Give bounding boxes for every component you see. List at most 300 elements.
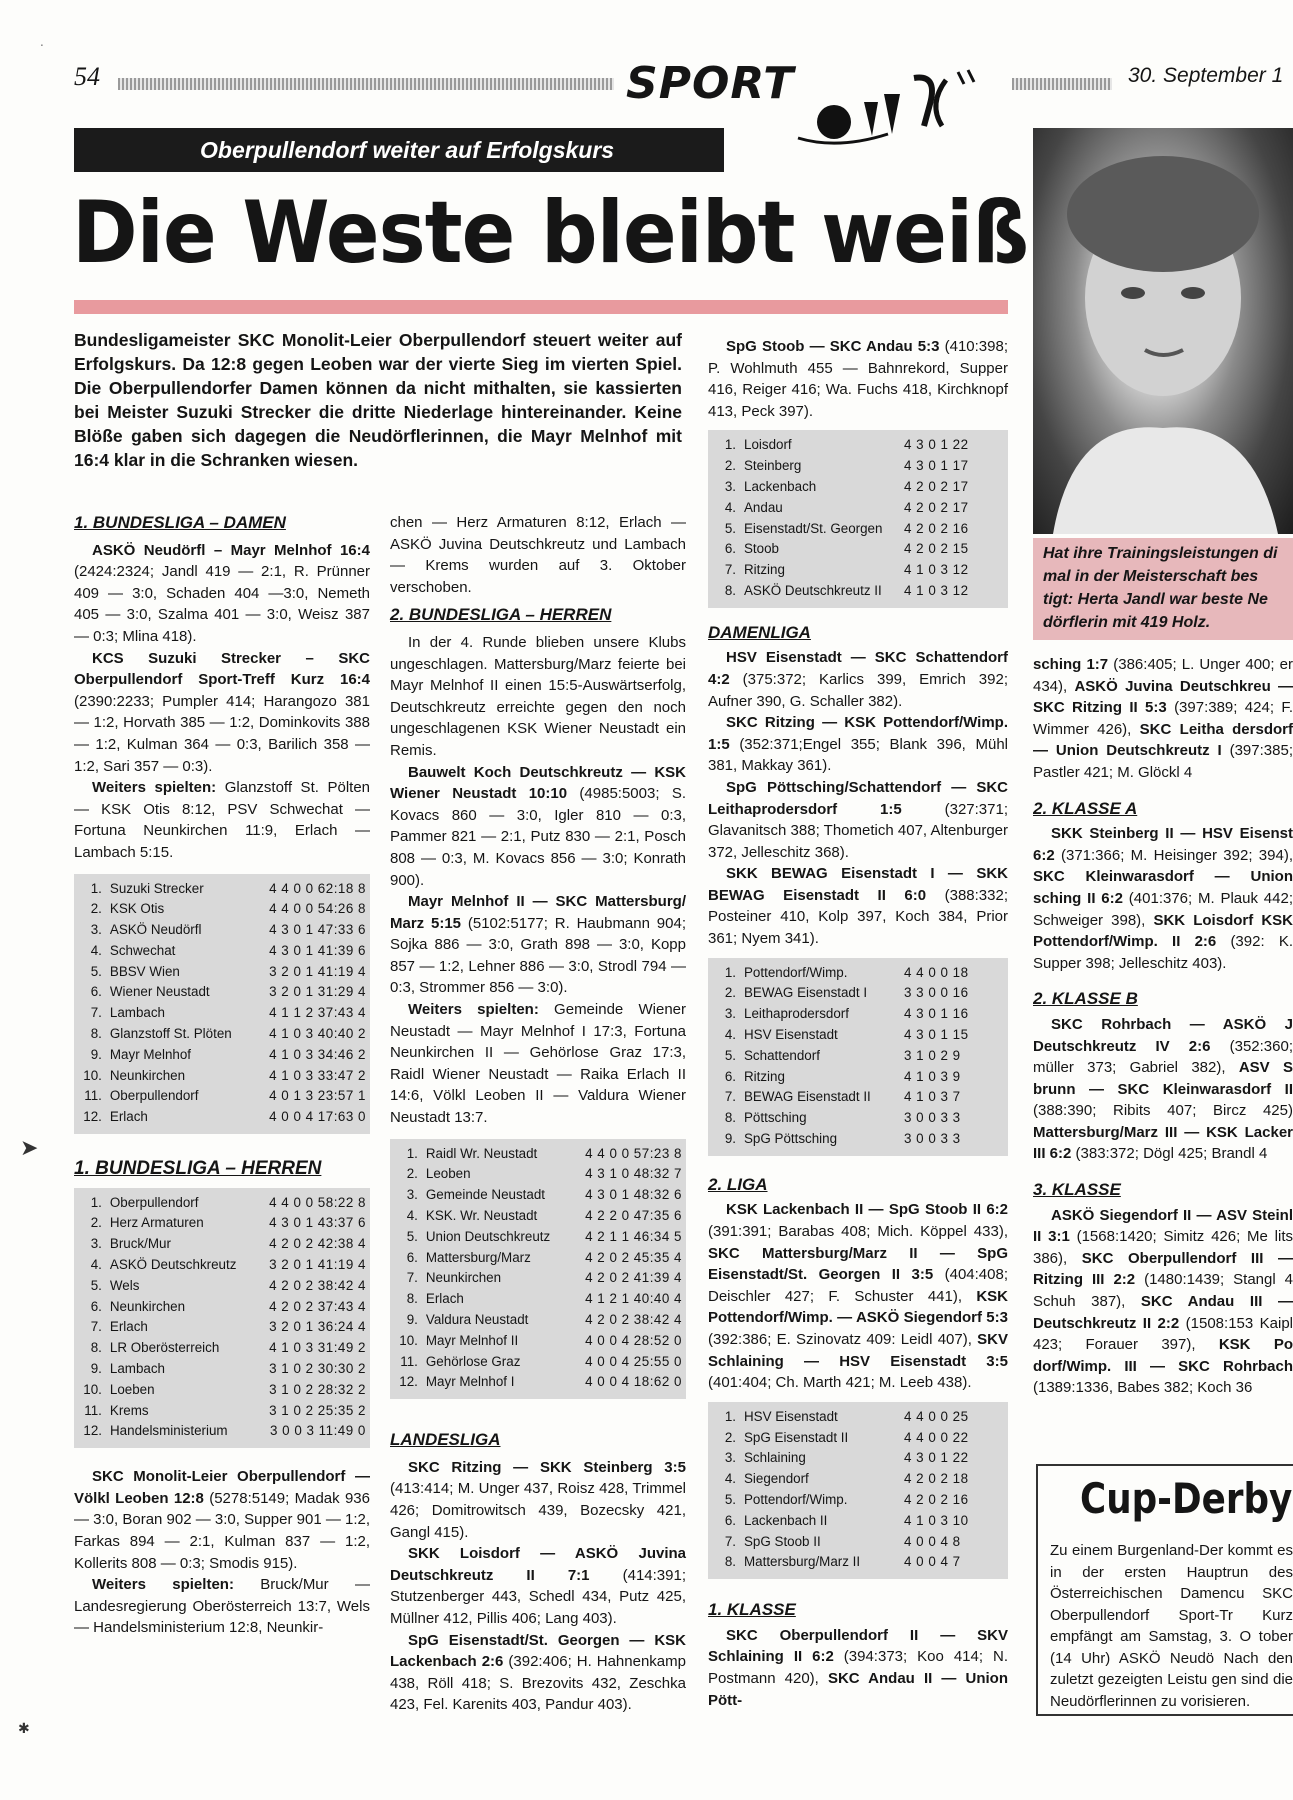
- result-paragraph: Weiters spielten: Glanzstoff St. Pölten — KSK Otis 8:12, PSV Schwechat — Fortuna Neunkirchen 11:9, Erlach — Lambach 5:15.: [74, 779, 370, 861]
- table-team: Erlach: [109, 1319, 148, 1335]
- table-team: Mayr Melnhof II: [425, 1332, 519, 1348]
- table-stats: 3 1 0 2 9: [904, 1047, 961, 1063]
- table-team: SpG Pöttsching: [744, 1131, 838, 1147]
- table-stats: 4 2 0 2 17: [904, 478, 969, 494]
- table-stats: 4 3 0 1 48:32 6: [585, 1187, 682, 1203]
- table-row: [80, 1338, 366, 1359]
- result-paragraph: SKC Ritzing — KSK Pottendorf/Wimp. 1:5 (352:371;Engel 355; Blank 396, Mühl 381, Makkay 361).: [708, 714, 1008, 775]
- table-team: Oberpullendorf: [109, 1194, 199, 1210]
- table-stats: 4 4 0 0 18: [904, 964, 969, 980]
- table-team: Raidl Wr. Neustadt: [425, 1145, 538, 1161]
- table-team: Neunkirchen: [109, 1298, 186, 1314]
- table-rank: 1.: [90, 880, 102, 896]
- table-rank: 6.: [724, 1068, 736, 1084]
- table-team: Leoben: [425, 1166, 471, 1182]
- heading-3-klasse: 3. KLASSE: [1033, 1180, 1121, 1200]
- table-stats: 4 2 1 1 46:34 5: [585, 1228, 682, 1244]
- table-stats: 4 1 0 3 31:49 2: [269, 1340, 366, 1356]
- table-rank: 9.: [724, 1131, 736, 1147]
- table-row: [714, 477, 1004, 498]
- table-row: [80, 1086, 366, 1107]
- table-team: Suzuki Strecker: [109, 880, 204, 896]
- table-team: Gehörlose Graz: [425, 1353, 521, 1369]
- table-team: Schlaining: [744, 1450, 806, 1466]
- table-row: [80, 1045, 366, 1066]
- result-paragraph: Weiters spielten: Bruck/Mur — Landesregierung Oberösterreich 13:7, Wels — Handelsministerium 12:8, Neunkir-: [74, 1576, 370, 1637]
- table-rank: 1.: [724, 437, 736, 453]
- table-row: [714, 560, 1004, 581]
- table-stats: 4 0 0 4 25:55 0: [585, 1353, 682, 1369]
- table-rank: 1.: [724, 964, 736, 980]
- result-paragraph: SpG Pöttsching/Schattendorf — SKC Leithaprodersdorf 1:5 (327:371; Glavanitsch 388; Thometich 407, Altenburger 372, Jelleschitz 368).: [708, 778, 1008, 861]
- table-rank: 7.: [90, 1319, 102, 1335]
- result-paragraph: KSK Lackenbach II — SpG Stoob II 6:2 (391:391; Barabas 408; Mich. Köppel 433), SKC Mattersburg/Marz II — SpG Eisenstadt/St. Georgen II 3:5 (404:408; Deischler 427; F. Schuster 441), KSK Pottendorf/Wimp. — ASKÖ Siegendorf 5:3 (392:386; E. Szinovatz 409: Leidl 407), SKV Schlaining — HSV Eisenstadt 3:5 (401:404; Ch. Marth 421; M. Leeb 438).: [708, 1201, 1008, 1392]
- table-row: [80, 1255, 366, 1276]
- column-3: [708, 336, 1008, 1711]
- table-stats: 3 1 0 2 25:35 2: [269, 1402, 366, 1418]
- table-team: Ritzing: [744, 1068, 785, 1084]
- table-team: Erlach: [425, 1291, 464, 1307]
- table-stats: 3 2 0 1 41:19 4: [269, 963, 366, 979]
- header-rule-right: [1012, 78, 1112, 90]
- table-row: [80, 879, 366, 900]
- table-row: [714, 539, 1004, 560]
- table-rank: 6.: [90, 1298, 102, 1314]
- table-stats: 3 1 0 2 28:32 2: [269, 1381, 366, 1397]
- table-stats: 4 0 0 4 7: [904, 1554, 961, 1570]
- table-rank: 8.: [90, 1340, 102, 1356]
- page-number: 54: [74, 62, 100, 91]
- table-team: Oberpullendorf: [109, 1088, 199, 1104]
- table-row: [396, 1331, 682, 1352]
- table-row: [714, 1428, 1004, 1449]
- table-stats: 4 2 0 2 41:39 4: [585, 1270, 682, 1286]
- table-row: [396, 1248, 682, 1269]
- table-stats: 3 2 0 1 31:29 4: [269, 984, 366, 1000]
- table-row: [714, 581, 1004, 602]
- table-team: Mattersburg/Marz: [425, 1249, 531, 1265]
- table-stats: 3 2 0 1 41:19 4: [269, 1257, 366, 1273]
- table-rank: 5.: [90, 963, 102, 979]
- table-row: [714, 1552, 1004, 1573]
- table-rank: 2.: [724, 985, 736, 1001]
- table-rank: 7.: [90, 1005, 102, 1021]
- table-rank: 6.: [724, 541, 736, 557]
- table-row: [396, 1206, 682, 1227]
- table-stats: 4 2 0 2 38:42 4: [585, 1312, 682, 1327]
- table-row: [714, 519, 1004, 540]
- heading-bundesliga-herren: 1. BUNDESLIGA – HERREN: [74, 1158, 322, 1180]
- table-stats: 4 2 0 2 17: [904, 499, 969, 515]
- table-team: Lambach: [109, 1361, 165, 1377]
- table-row: [714, 1067, 1004, 1088]
- portrait-image: [1033, 128, 1293, 534]
- table-row: [396, 1310, 682, 1331]
- table-rank: 11.: [84, 1088, 102, 1104]
- table-row: [80, 982, 366, 1003]
- table-team: HSV Eisenstadt: [744, 1027, 838, 1043]
- table-stats: 4 2 0 2 16: [904, 520, 969, 536]
- table-team: BBSV Wien: [109, 963, 180, 979]
- bowling-logo-icon: [778, 64, 1018, 154]
- result-paragraph: SpG Stoob — SKC Andau 5:3 (410:398; P. Wohlmuth 455 — Bahnrekord, Supper 416, Reiger 416; Wa. Fuchs 418, Kirchknopf 413, Peck 397).: [708, 338, 1008, 420]
- result-paragraph: Mayr Melnhof II — SKC Mattersburg/ Marz 5:15 (5102:5177; R. Haubmann 904; Sojka 886 — 3:0, Grath 898 — 3:0, Kopp 857 — 1:2, Lehner 886 — 3:0, Strodl 794 — 0:3, Strommer 856 — 3:0).: [390, 893, 686, 997]
- table-team: Lambach: [109, 1005, 165, 1021]
- table-stats: 4 4 0 0 54:26 8: [269, 901, 366, 917]
- table-rank: 9.: [406, 1312, 418, 1327]
- table-stats: 4 1 0 3 12: [904, 562, 969, 578]
- table-team: Andau: [744, 499, 783, 515]
- table-row: [714, 1046, 1004, 1067]
- table-stats: 4 3 0 1 17: [904, 458, 969, 474]
- table-stats: 4 4 0 0 57:23 8: [585, 1145, 682, 1161]
- table-row: [80, 1359, 366, 1380]
- table-team: Schattendorf: [744, 1047, 820, 1063]
- table-rank: 6.: [90, 984, 102, 1000]
- heading-1-klasse: 1. KLASSE: [708, 1600, 796, 1620]
- table-stats: 4 1 1 2 37:43 4: [269, 1005, 366, 1021]
- table-rank: 7.: [724, 1533, 736, 1549]
- heading-2-bundesliga-herren: 2. BUNDESLIGA – HERREN: [390, 605, 612, 625]
- table-row: [80, 1193, 366, 1214]
- table-team: Union Deutschkreutz: [425, 1228, 551, 1244]
- table-stats: 3 3 0 0 16: [904, 985, 969, 1001]
- table-team: SpG Eisenstadt II: [744, 1429, 849, 1445]
- standings-table-2-liga: [708, 1402, 1008, 1579]
- standings-table-2bl: [390, 1139, 686, 1400]
- table-team: ASKÖ Neudörfl: [109, 922, 202, 938]
- table-rank: 8.: [406, 1291, 418, 1307]
- article-kicker: Oberpullendorf weiter auf Erfolgskurs: [74, 128, 724, 172]
- table-team: HSV Eisenstadt: [744, 1408, 838, 1424]
- table-rank: 8.: [724, 1554, 736, 1570]
- table-team: Wels: [109, 1277, 140, 1293]
- table-row: [714, 963, 1004, 984]
- heading-damenliga: DAMENLIGA: [708, 622, 811, 642]
- table-stats: 4 1 0 3 34:46 2: [269, 1046, 366, 1062]
- result-paragraph: Weiters spielten: Gemeinde Wiener Neustadt — Mayr Melnhof I 17:3, Fortuna Neunkirchen II — Gehörlose Graz 17:3, Raidl Wiener Neustadt — Raika Erlach II 14:6, Völkl Leoben II — Valdura Wiener Neustadt 13:7.: [390, 1001, 686, 1127]
- table-stats: 4 3 0 1 22: [904, 437, 969, 453]
- result-paragraph: Bauwelt Koch Deutschkreutz — KSK Wiener Neustadt 10:10 (4985:5003; S. Kovacs 860 — 3:0, Igler 810 — 0:3, Pammer 821 — 2:1, Putz 830 — 2:1, Posch 808 — 0:3, M. Kovacs 856 — 3:0; Konrath 900).: [390, 763, 686, 889]
- table-team: Mattersburg/Marz II: [744, 1554, 861, 1570]
- table-row: [396, 1185, 682, 1206]
- table-row: [714, 1532, 1004, 1553]
- table-stats: 4 4 0 0 22: [904, 1429, 969, 1445]
- heading-2-klasse-a: 2. KLASSE A: [1033, 798, 1138, 818]
- table-rank: 11.: [84, 1402, 102, 1418]
- article-lead: Bundesligameister SKC Monolit-Leier Oberpullendorf steuert weiter auf Erfolgskurs. Da 12:8 gegen Leoben war der vierte Sieg im vierten Spiel. Die Oberpullendorfer Damen können da nicht mithalten, sie kassierten bei Meister Suzuki Strecker die dritte Niederlage hintereinander. Keine Blöße gaben sich dagegen die Neudörflerinnen, die Mayr Melnhof mit 16:4 klar in die Schranken wiesen.: [74, 330, 682, 470]
- table-stats: 4 3 0 1 41:39 6: [269, 942, 366, 958]
- table-rank: 4.: [724, 1471, 736, 1487]
- table-row: [714, 983, 1004, 1004]
- table-stats: 3 0 0 3 11:49 0: [270, 1423, 366, 1439]
- table-stats: 4 0 0 4 8: [904, 1533, 961, 1549]
- table-row: [80, 1401, 366, 1422]
- result-paragraph: SKC Ritzing — SKK Steinberg 3:5 (413:414; M. Unger 437, Roisz 428, Trimmel 426; Domitrowitsch 439, Bozecsky 421, Gangl 415).: [390, 1458, 686, 1541]
- issue-date: 30. September 1: [1128, 64, 1284, 87]
- table-stats: 4 1 0 3 10: [904, 1512, 969, 1528]
- standings-table-damenliga: [708, 958, 1008, 1156]
- table-rank: 2.: [406, 1166, 418, 1182]
- table-stats: 4 4 0 0 25: [904, 1408, 969, 1424]
- table-rank: 12.: [399, 1374, 418, 1390]
- table-row: [80, 1276, 366, 1297]
- cup-derby-title: Cup-Derby: [1080, 1474, 1293, 1523]
- standings-table-landesliga: [708, 430, 1008, 607]
- table-row: [80, 1421, 366, 1442]
- table-row: [396, 1352, 682, 1373]
- table-team: Mayr Melnhof I: [425, 1374, 515, 1390]
- table-row: [80, 1213, 366, 1234]
- table-team: BEWAG Eisenstadt I: [744, 985, 868, 1001]
- table-rank: 2.: [724, 458, 736, 474]
- table-team: Erlach: [109, 1109, 148, 1125]
- table-row: [80, 962, 366, 983]
- table-stats: 4 4 0 0 62:18 8: [269, 880, 366, 896]
- table-team: Pottendorf/Wimp.: [744, 964, 848, 980]
- table-row: [714, 1469, 1004, 1490]
- table-rank: 1.: [724, 1408, 736, 1424]
- table-rank: 5.: [724, 520, 736, 536]
- table-rank: 4.: [724, 1027, 736, 1043]
- table-rank: 3.: [90, 1236, 102, 1252]
- table-team: Valdura Neustadt: [425, 1312, 529, 1327]
- table-stats: 4 3 0 1 43:37 6: [269, 1215, 366, 1231]
- table-rank: 3.: [724, 1450, 736, 1466]
- table-rank: 8.: [724, 1110, 736, 1126]
- table-rank: 5.: [406, 1228, 418, 1244]
- table-stats: 4 2 2 0 47:35 6: [585, 1208, 682, 1224]
- table-row: [714, 1004, 1004, 1025]
- table-team: Eisenstadt/St. Georgen: [744, 520, 883, 536]
- section-title: SPORT: [626, 58, 795, 109]
- header-rule-left: [118, 78, 614, 90]
- table-stats: 4 2 0 2 45:35 4: [585, 1249, 682, 1265]
- table-rank: 5.: [90, 1277, 102, 1293]
- heading-bundesliga-damen: 1. BUNDESLIGA – DAMEN: [74, 513, 286, 532]
- table-stats: 3 2 0 1 36:24 4: [269, 1319, 366, 1335]
- table-row: [714, 498, 1004, 519]
- table-stats: 4 2 0 2 16: [904, 1491, 969, 1507]
- table-team: Schwechat: [109, 942, 176, 958]
- cup-derby-text: Zu einem Burgenland-Der kommt es in der ersten Hauptrun des Österreichischen Damencu SKC Oberpullendorf Sport-Tr Kurz empfängt am Samstag, 3. O tober (14 Uhr) ASKÖ Neudö Nach den zuletzt gezeigten Leistu gen sind die Neudörflerinnen zu vorisieren.: [1050, 1542, 1293, 1710]
- table-row: [80, 1003, 366, 1024]
- table-team: Wiener Neustadt: [109, 984, 210, 1000]
- table-stats: 4 0 0 4 17:63 0: [269, 1109, 366, 1125]
- table-row: [714, 1407, 1004, 1428]
- table-rank: 10.: [83, 1381, 102, 1397]
- table-team: KSK Otis: [109, 901, 165, 917]
- table-rank: 3.: [724, 1006, 736, 1022]
- column-2: [390, 512, 686, 1716]
- margin-arrow-icon: ➤: [20, 1135, 39, 1160]
- table-rank: 8.: [90, 1026, 102, 1042]
- table-rank: 4.: [90, 1257, 102, 1273]
- result-paragraph: SKC Oberpullendorf II — SKV Schlaining II 6:2 (394:373; Koo 414; N. Postmann 420), SKC Andau II — Union Pött-: [708, 1626, 1008, 1709]
- heading-2-klasse-b: 2. KLASSE B: [1033, 989, 1138, 1009]
- table-stats: 4 0 0 4 18:62 0: [585, 1374, 682, 1390]
- table-team: Lackenbach II: [744, 1512, 828, 1528]
- table-row: [714, 1025, 1004, 1046]
- standings-table-damen: [74, 874, 370, 1135]
- table-rank: 3.: [90, 922, 102, 938]
- table-row: [714, 456, 1004, 477]
- table-stats: 4 3 0 1 15: [904, 1027, 969, 1043]
- table-row: [80, 1297, 366, 1318]
- table-row: [80, 920, 366, 941]
- table-team: Steinberg: [744, 458, 802, 474]
- table-team: Pöttsching: [744, 1110, 807, 1126]
- photo-caption: Hat ihre Trainingsleistungen di mal in der Meisterschaft bes tigt: Herta Jandl war beste Ne dörflerin mit 419 Holz.: [1033, 538, 1293, 640]
- table-rank: 10.: [83, 1067, 102, 1083]
- table-stats: 4 2 0 2 42:38 4: [269, 1236, 366, 1252]
- table-stats: 4 2 0 2 37:43 4: [269, 1298, 366, 1314]
- table-rank: 9.: [90, 1046, 102, 1062]
- table-row: [396, 1164, 682, 1185]
- table-row: [80, 941, 366, 962]
- table-rank: 11.: [400, 1353, 418, 1369]
- table-team: LR Oberösterreich: [109, 1340, 220, 1356]
- table-rank: 7.: [724, 562, 736, 578]
- table-row: [80, 1066, 366, 1087]
- table-stats: 4 1 2 1 40:40 4: [585, 1291, 682, 1307]
- table-row: [714, 435, 1004, 456]
- table-stats: 4 1 0 3 12: [904, 582, 969, 598]
- result-paragraph: sching 1:7 (386:405; L. Unger 400; er 434), ASKÖ Juvina Deutschkreu — SKC Ritzing II 5:3 (397:389; 424; F. Wimmer 426), SKC Leitha dersdorf — Union Deutschkreutz I (397:385; Pastler 421; M. Glöckl 4: [1033, 656, 1293, 781]
- table-rank: 6.: [724, 1512, 736, 1528]
- table-team: Glanzstoff St. Plöten: [109, 1026, 232, 1042]
- table-stats: 4 1 0 3 9: [904, 1068, 961, 1084]
- table-stats: 4 1 0 3 40:40 2: [269, 1026, 366, 1042]
- margin-mark-icon: ✱: [18, 1720, 30, 1736]
- table-row: [80, 1380, 366, 1401]
- article-headline: Die Weste bleibt weiß: [72, 183, 1029, 283]
- table-row: [396, 1144, 682, 1165]
- heading-landesliga: LANDESLIGA: [390, 1430, 501, 1450]
- table-row: [80, 1024, 366, 1045]
- table-team: Krems: [109, 1402, 149, 1418]
- table-stats: 4 3 1 0 48:32 7: [585, 1166, 682, 1182]
- table-team: BEWAG Eisenstadt II: [744, 1089, 871, 1105]
- result-paragraph: SKC Monolit-Leier Oberpullendorf — Völkl Leoben 12:8 (5278:5149; Madak 936 — 3:0, Boran 902 — 3:0, Supper 901 — 1:2, Farkas 894 — 2:1, Kulman 837 — 1:2, Kollerits 808 — 0:3; Smodis 915).: [74, 1468, 371, 1572]
- table-stats: 4 1 0 3 7: [904, 1089, 961, 1105]
- table-stats: 4 2 0 2 18: [904, 1471, 969, 1487]
- result-paragraph: SpG Eisenstadt/St. Georgen — KSK Lackenbach 2:6 (392:406; H. Hahnenkamp 438, Röll 418; S. Brezovits 432, Zeschka 423, Fel. Karenits 403, Pandur 403).: [390, 1631, 686, 1714]
- table-rank: 6.: [406, 1249, 418, 1265]
- table-row: [396, 1268, 682, 1289]
- heading-2-liga: 2. LIGA: [708, 1174, 768, 1194]
- table-row: [714, 1448, 1004, 1469]
- result-paragraph: SKK Steinberg II — HSV Eisenst 6:2 (371:366; M. Heisinger 392; 394), SKC Kleinwarasdorf — Union sching II 6:2 (401:376; M. Plauk 442; Schweiger 398), SKK Loisdorf KSK Pottendorf/Wimp. II 2:6 (392: K. Supper 398; Jelleschitz 403).: [1033, 825, 1293, 972]
- result-paragraph: SKK Loisdorf — ASKÖ Juvina Deutschkreutz II 7:1 (414:391; Stutzenberger 443, Schedl 434, Putz 425, Müllner 412, Pillis 406; Lang 403).: [390, 1545, 686, 1627]
- column-4: [1033, 654, 1293, 1444]
- table-row: [80, 1234, 366, 1255]
- table-row: [396, 1227, 682, 1248]
- column-1: [74, 512, 370, 1639]
- table-row: [714, 1087, 1004, 1108]
- table-team: Pottendorf/Wimp.: [744, 1491, 848, 1507]
- table-rank: 3.: [406, 1187, 418, 1203]
- table-stats: 4 2 0 2 15: [904, 541, 969, 557]
- table-team: Neunkirchen: [425, 1270, 502, 1286]
- table-team: Siegendorf: [744, 1471, 809, 1487]
- margin-dot-icon: ∙: [40, 36, 44, 52]
- table-rank: 3.: [724, 478, 736, 494]
- table-rank: 1.: [406, 1145, 418, 1161]
- table-row: [714, 1108, 1004, 1129]
- intro-paragraph: In der 4. Runde blieben unsere Klubs ungeschlagen. Mattersburg/Marz feierte bei Mayr Melnhof II einen 15:5-Auswärtserfolg, Deutschkreutz erreichte gegen den noch ungeschlagenen KSK Wiener Neustadt ein Remis.: [390, 633, 686, 759]
- table-stats: 4 1 0 3 33:47 2: [269, 1067, 366, 1083]
- table-team: Handelsministerium: [110, 1423, 228, 1439]
- table-rank: 4.: [90, 942, 102, 958]
- table-rank: 5.: [724, 1491, 736, 1507]
- table-row: [714, 1129, 1004, 1150]
- table-rank: 1.: [90, 1194, 102, 1210]
- table-row: [80, 1107, 366, 1128]
- table-row: [396, 1289, 682, 1310]
- table-rank: 9.: [90, 1361, 102, 1377]
- table-stats: 4 3 0 1 16: [904, 1006, 969, 1022]
- table-stats: 4 2 0 2 38:42 4: [269, 1277, 366, 1293]
- table-rank: 2.: [724, 1429, 736, 1445]
- result-paragraph: SKK BEWAG Eisenstadt I — SKK BEWAG Eisenstadt II 6:0 (388:332; Posteiner 410, Kolp 397, Koch 384, Prior 361; Nyem 341).: [708, 865, 1008, 948]
- result-paragraph: chen — Herz Armaturen 8:12, Erlach — ASKÖ Juvina Deutschkreutz und Lambach — Krems wurden auf 3. Oktober verschoben.: [390, 514, 686, 596]
- table-row: [396, 1372, 682, 1393]
- table-rank: 7.: [406, 1270, 418, 1286]
- table-row: [714, 1490, 1004, 1511]
- table-stats: 4 4 0 0 58:22 8: [269, 1194, 366, 1210]
- table-team: Ritzing: [744, 562, 785, 578]
- result-paragraph: KCS Suzuki Strecker – SKC Oberpullendorf Sport-Treff Kurz 16:4 (2390:2233; Pumpler 414; Harangozo 381 — 1:2, Horvath 385 — 1:2, Dominkovits 388 — 1:2, Kulman 364 — 0:3, Barilich 358 — 1:2, Sari 357 — 0:3).: [74, 649, 370, 775]
- table-rank: 8.: [724, 582, 736, 598]
- table-rank: 12.: [83, 1423, 102, 1439]
- table-team: Mayr Melnhof: [109, 1046, 192, 1062]
- table-team: Loisdorf: [744, 437, 792, 453]
- table-stats: 3 0 0 3 3: [904, 1110, 961, 1126]
- table-rank: 5.: [724, 1047, 736, 1063]
- table-stats: 4 0 1 3 23:57 1: [269, 1088, 366, 1104]
- table-team: Loeben: [109, 1381, 155, 1397]
- table-team: ASKÖ Deutschkreutz II: [744, 582, 882, 598]
- result-paragraph: SKC Rohrbach — ASKÖ J Deutschkreutz IV 2:6 (352:360; müller 373; Gabriel 382), ASV S brunn — SKC Kleinwarasdorf II (388:390; Ribits 407; Bircz 425) Mattersburg/Marz III — KSK Lacker III 6:2 (383:372; Dögl 425; Brandl 4: [1033, 1015, 1293, 1163]
- table-row: [80, 899, 366, 920]
- table-team: SpG Stoob II: [744, 1533, 821, 1549]
- result-paragraph: HSV Eisenstadt — SKC Schattendorf 4:2 (375:372; Karlics 399, Emrich 392; Aufner 390, G. Schaller 382).: [708, 649, 1008, 710]
- table-team: ASKÖ Deutschkreutz: [109, 1257, 237, 1273]
- table-team: KSK. Wr. Neustadt: [425, 1208, 538, 1224]
- table-team: Herz Armaturen: [109, 1215, 204, 1231]
- table-stats: 3 1 0 2 30:30 2: [269, 1361, 366, 1377]
- table-team: Lackenbach: [744, 478, 817, 494]
- table-team: Gemeinde Neustadt: [425, 1187, 545, 1203]
- table-row: [714, 1511, 1004, 1532]
- portrait-photo: [1033, 128, 1293, 534]
- table-rank: 2.: [90, 1215, 102, 1231]
- table-stats: 3 0 0 3 3: [904, 1131, 961, 1147]
- table-stats: 4 0 0 4 28:52 0: [585, 1332, 682, 1348]
- result-paragraph: ASKÖ Neudörfl – Mayr Melnhof 16:4 (2424:2324; Jandl 419 — 2:1, R. Prünner 409 — 3:0, Schaden 404 —3:0, Nemeth 405 — 3:0, Szalma 401 — 3:0, Weisz 387 — 0:3; Mlina 418).: [74, 541, 370, 645]
- table-team: Leithaprodersdorf: [744, 1006, 849, 1022]
- table-stats: 4 3 0 1 47:33 6: [269, 922, 366, 938]
- headline-rule: [74, 300, 1008, 314]
- standings-table-herren: [74, 1188, 370, 1449]
- table-rank: 4.: [406, 1208, 418, 1224]
- table-stats: 4 3 0 1 22: [904, 1450, 969, 1466]
- table-team: Bruck/Mur: [109, 1236, 171, 1252]
- table-rank: 12.: [83, 1109, 102, 1125]
- table-row: [80, 1317, 366, 1338]
- table-team: Stoob: [744, 541, 779, 557]
